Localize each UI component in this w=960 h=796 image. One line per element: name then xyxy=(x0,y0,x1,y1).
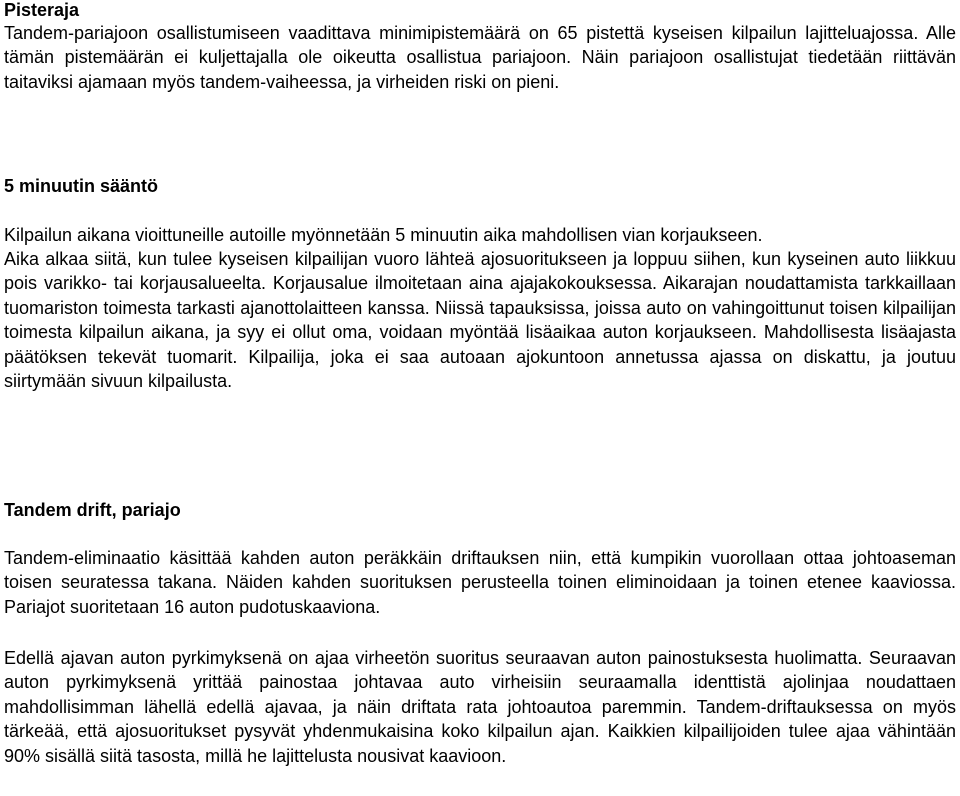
paragraph-tandem-eliminaatio: Tandem-eliminaatio käsittää kahden auton peräkkäin driftauksen niin, että kumpikin vuorollaan ottaa johtoaseman toisen seuratessa takana. Näiden kahden suorituksen perusteella toinen eliminoidaan ja toinen etenee kaaviossa. Pariajot suoritetaan 16 auton pudotuskaaviona. xyxy=(4,548,956,617)
section-heading-5-minuutin-saanto: 5 minuutin sääntö xyxy=(4,176,159,196)
section-heading-tandem-drift: Tandem drift, pariajo xyxy=(4,500,181,520)
paragraph-5-minuutin-intro: Kilpailun aikana vioittuneille autoille myönnetään 5 minuutin aika mahdollisen vian korjaukseen. xyxy=(4,225,763,245)
paragraph-pisteraja: Tandem-pariajoon osallistumiseen vaadittava minimipistemäärä on 65 pistettä kyseisen kilpailun lajitteluajossa. Alle tämän pistemäärän ei kuljettajalla ole oikeutta osallistua pariajoon. Näin pariajoon osallistujat tiedetään riittävän taitaviksi ajamaan myös tandem-vaiheessa, ja virheiden riski on pieni. xyxy=(4,23,956,92)
paragraph-5-minuutin-details: Aika alkaa siitä, kun tulee kyseisen kilpailijan vuoro lähteä ajosuoritukseen ja loppuu siihen, kun kyseinen auto liikkuu pois varikko- tai korjausalueelta. Korjausalue ilmoitetaan aina ajajakokouksessa. Aikarajan noudattamista tarkkaillaan tuomariston toimesta tarkasti ajanottolaitteen kanssa. Niissä tapauksissa, joissa auto on vahingoittunut toisen kilpailijan toimesta kilpailun aikana, ja syy ei ollut oma, voidaan myöntää lisäaikaa auton korjaukseen. Mahdollisesta lisäajasta päätöksen tekevät tuomarit. Kilpailija, joka ei saa autoaan ajokuntoon annetussa ajassa on diskattu, ja joutuu siirtymään sivuun kilpailusta. xyxy=(4,249,956,392)
paragraph-tandem-ajotapa: Edellä ajavan auton pyrkimyksenä on ajaa virheetön suoritus seuraavan auton painostuksesta huolimatta. Seuraavan auton pyrkimyksenä yrittää painostaa johtavaa auto virheisiin seuraamalla identtistä ajolinjaa noudattaen mahdollisimman lähellä edellä ajavaa, ja näin driftata rata johtoautoa paremmin. Tandem-driftauksessa on myös tärkeää, että ajosuoritukset pysyvät yhdenmukaisina koko kilpailun ajan. Kaikkien kilpailijoiden tulee ajaa vähintään 90% sisällä siitä tasosta, millä he lajittelusta nousivat kaavioon. xyxy=(4,648,956,766)
section-heading-pisteraja: Pisteraja xyxy=(4,0,80,20)
